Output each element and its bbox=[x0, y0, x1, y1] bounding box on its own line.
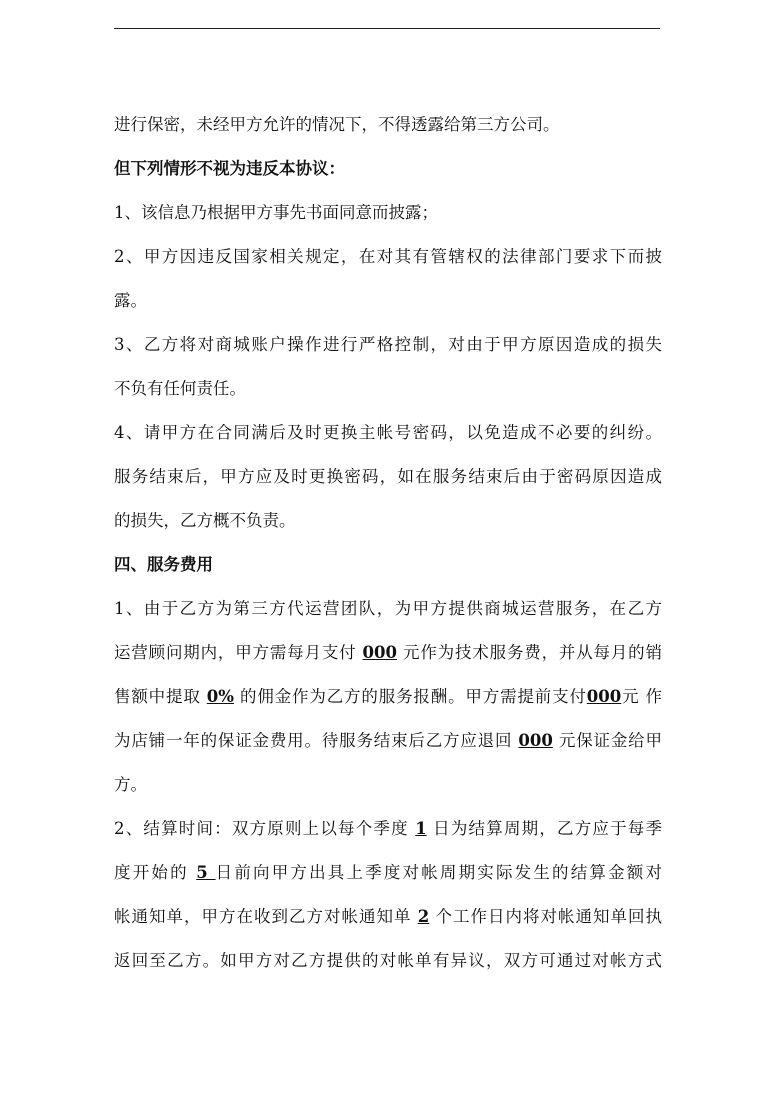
text-line: 2、甲方因违反国家相关规定，在对其有管辖权的法律部门要求下而披 bbox=[114, 247, 662, 266]
text-line bbox=[114, 719, 662, 763]
text-segment: 售额中提取 bbox=[114, 687, 207, 706]
text-line: 1、由于乙方为第三方代运营团队，为甲方提供商城运营服务，在乙方 bbox=[114, 599, 662, 618]
text-line: 的损失，乙方概不负责。 bbox=[114, 511, 296, 530]
text-segment: 运营顾问期内，甲方需每月支付 bbox=[114, 643, 363, 662]
text-line bbox=[114, 675, 662, 719]
text-line: 3、乙方将对商城账户操作进行严格控制，对由于甲方原因造成的损失 bbox=[114, 335, 662, 354]
statement-day: 5 bbox=[196, 863, 216, 882]
section-heading: 但下列情形不视为违反本协议： bbox=[114, 159, 345, 178]
text-segment: 日前向甲方出具上季度对帐周期实际发生的结算金额对 bbox=[215, 863, 662, 882]
text-line: 4、请甲方在合同满后及时更换主帐号密码，以免造成不必要的纠纷。 bbox=[114, 423, 662, 442]
text-line: 服务结束后，甲方应及时更换密码，如在服务结束后由于密码原因造成 bbox=[114, 467, 662, 486]
working-days: 2 bbox=[417, 907, 430, 926]
fee-amount: 000 bbox=[362, 643, 397, 662]
commission-rate: 0% bbox=[206, 687, 234, 706]
text-line: 1、该信息乃根据甲方事先书面同意而披露； bbox=[114, 203, 438, 222]
text-line: 返回至乙方。如甲方对乙方提供的对帐单有异议，双方可通过对帐方式 bbox=[114, 951, 662, 970]
text-line: 方。 bbox=[114, 775, 147, 794]
text-segment: 个工作日内将对帐通知单回执 bbox=[429, 907, 663, 926]
text-line: 不负有任何责任。 bbox=[114, 379, 246, 398]
text-segment: 帐通知单，甲方在收到乙方对帐通知单 bbox=[114, 907, 418, 926]
text-segment: 2、结算时间：双方原则上以每个季度 bbox=[114, 819, 416, 838]
header-rule bbox=[114, 28, 660, 29]
refund-amount: 000 bbox=[518, 731, 553, 750]
text-segment: 为店铺一年的保证金费用。待服务结束后乙方应退回 bbox=[114, 731, 519, 750]
text-segment: 日为结算周期，乙方应于每季 bbox=[426, 819, 663, 838]
document-body bbox=[114, 103, 662, 983]
text-segment: 度开始的 bbox=[114, 863, 197, 882]
settlement-day: 1 bbox=[415, 819, 427, 838]
text-line bbox=[114, 895, 662, 939]
text-line: 露。 bbox=[114, 291, 147, 310]
section-heading: 四、服务费用 bbox=[114, 555, 213, 574]
text-segment: 的佣金作为乙方的服务报酬。甲方需提前支付 bbox=[233, 687, 587, 706]
text-line bbox=[114, 851, 662, 895]
text-line bbox=[114, 631, 662, 675]
text-segment: 元 作 bbox=[621, 687, 663, 706]
text-line: 进行保密，未经甲方允许的情况下，不得透露给第三方公司。 bbox=[114, 115, 560, 134]
text-line bbox=[114, 807, 662, 851]
deposit-amount: 000 bbox=[586, 687, 622, 706]
text-segment: 元作为技术服务费，并从每月的销 bbox=[396, 643, 663, 662]
text-segment: 元保证金给甲 bbox=[552, 731, 662, 750]
